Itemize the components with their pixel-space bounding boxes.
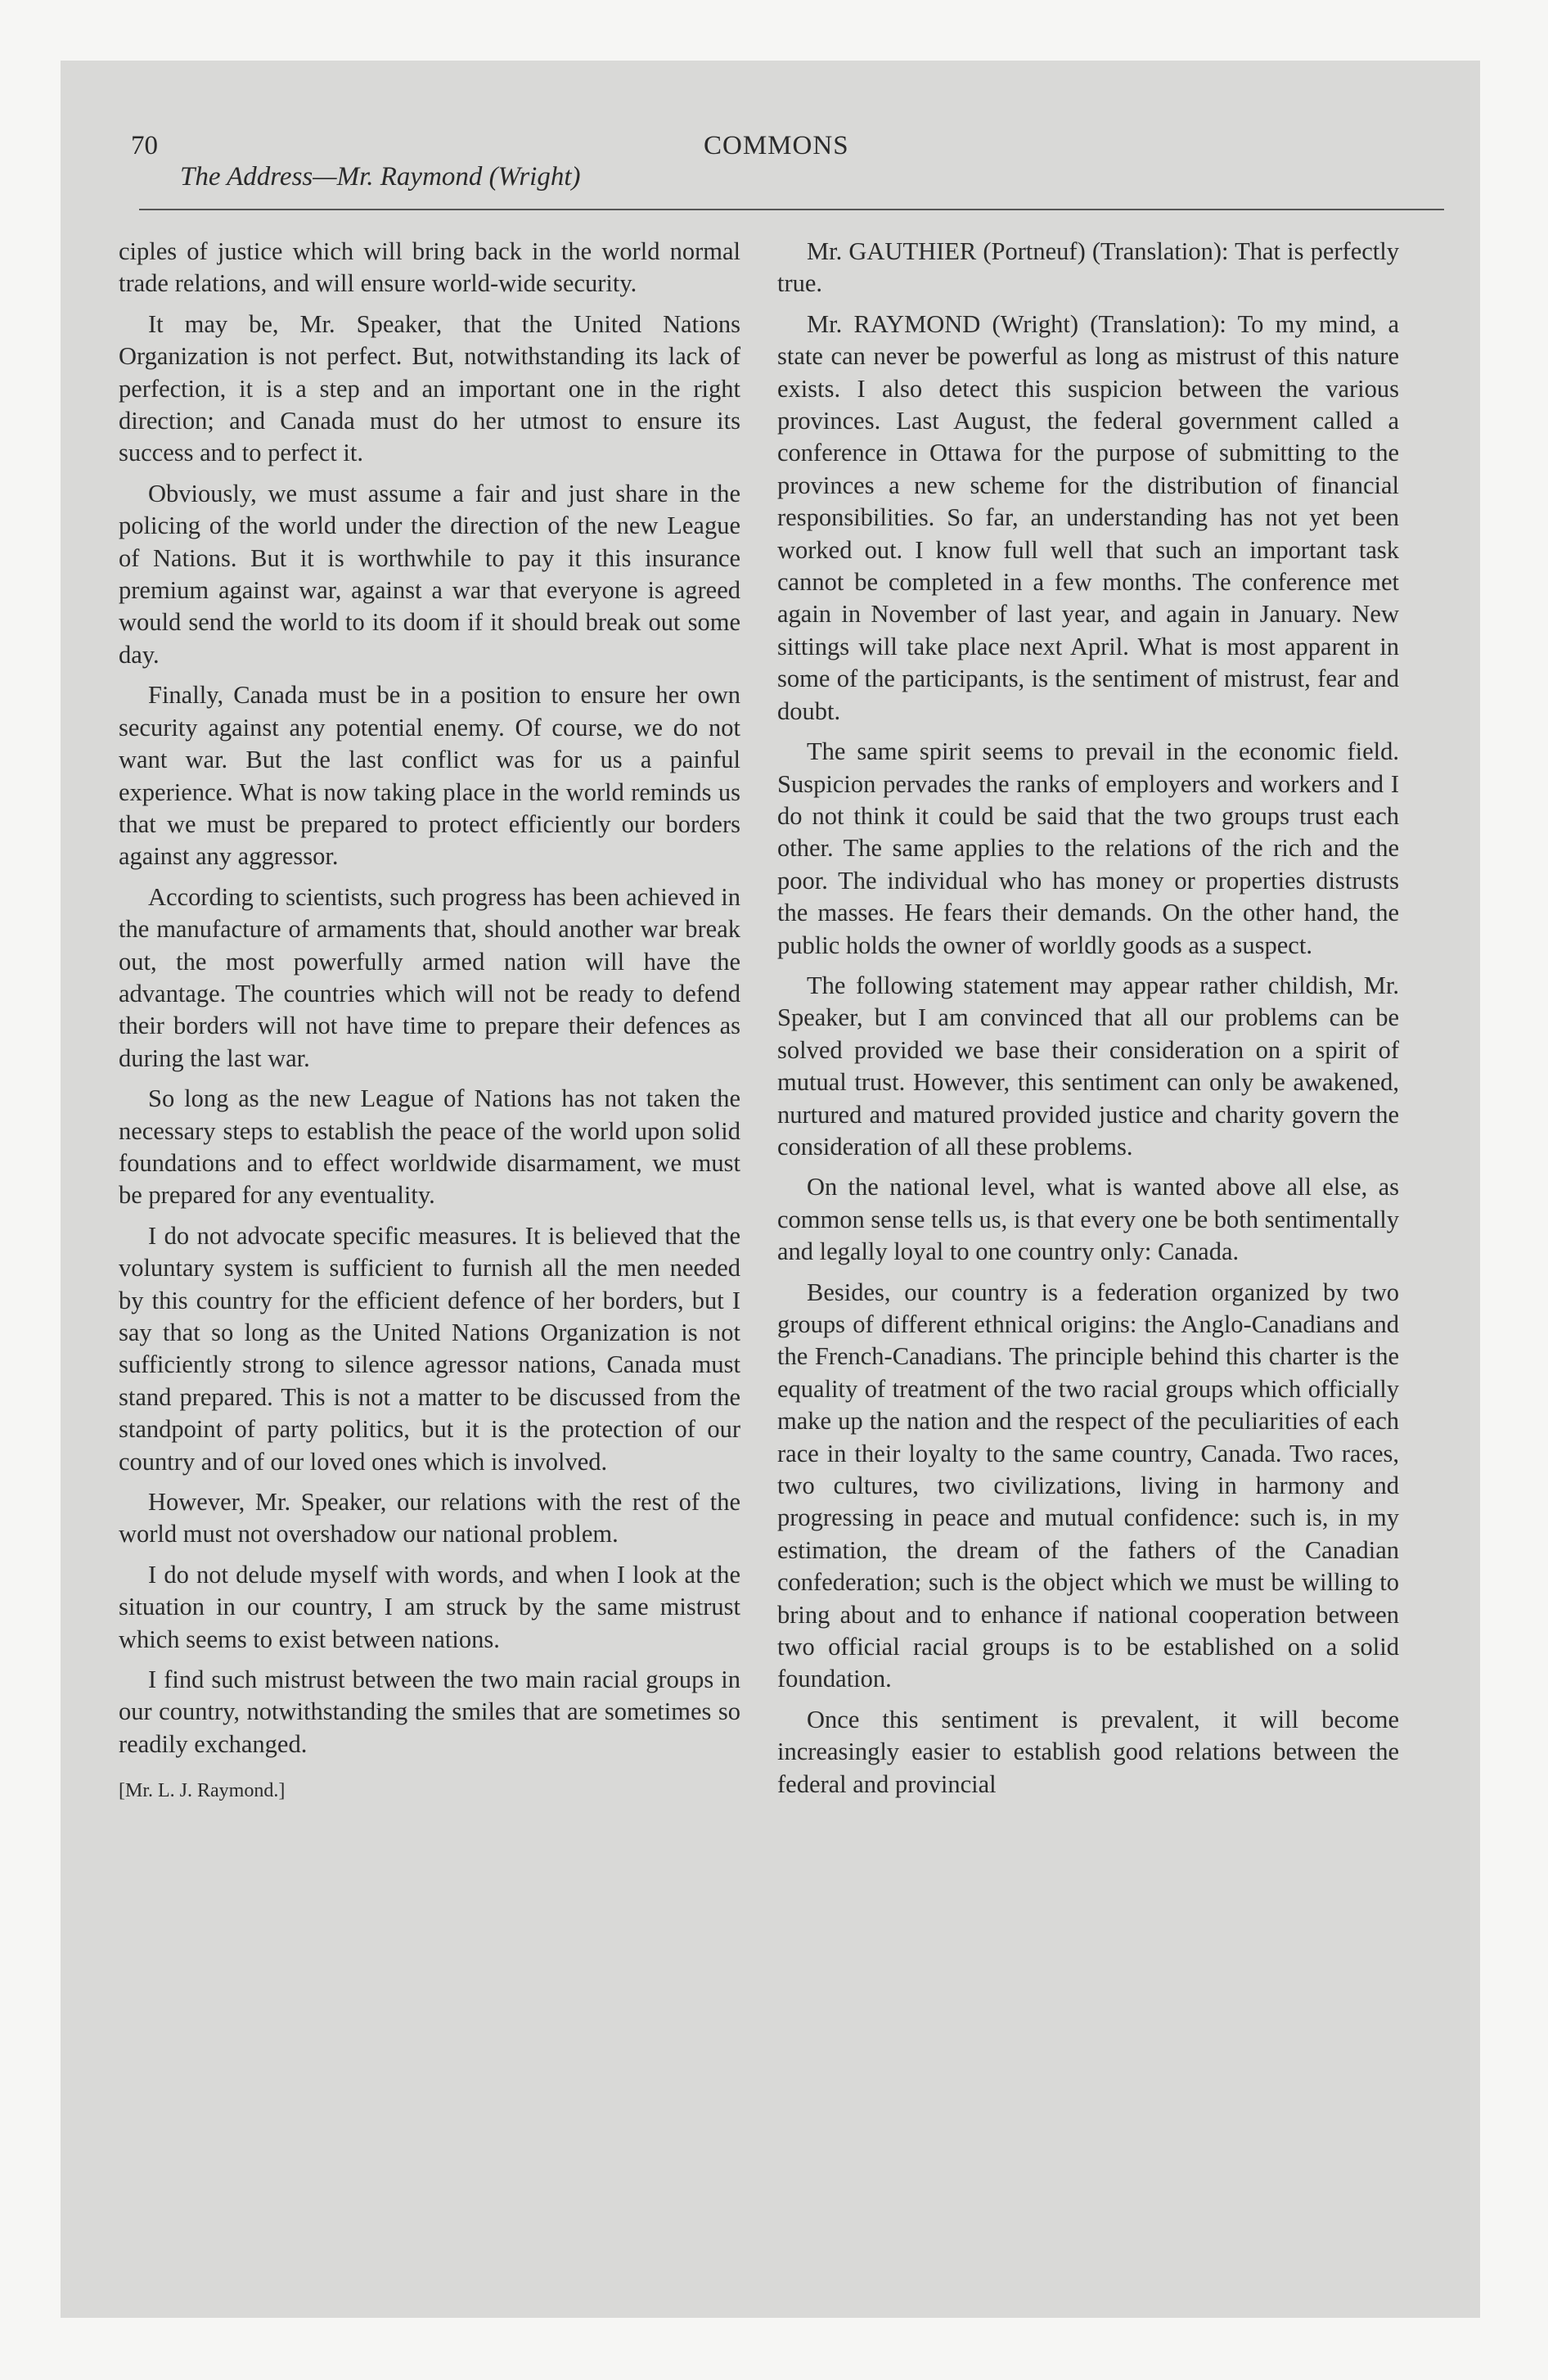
header-rule (139, 209, 1444, 210)
running-subtitle: The Address—Mr. Raymond (Wright) (180, 162, 581, 192)
paragraph: The following statement may appear rather childish, Mr. Speaker, but I am convinced that all our problems can be solved provided we base their consideration on a spirit of mutual trust. However, this sentiment can only be awakened, nurtured and matured provided justice and charity govern the consideration of all these problems. (777, 971, 1399, 1161)
paragraph: On the national level, what is wanted above all else, as common sense tells us, is that every one be both sentimentally and legally loyal to one country only: Canada. (777, 1173, 1399, 1266)
paragraph: Finally, Canada must be in a position to ensure her own security against any potential enemy. Of course, we do not want war. But the last conflict was for us a painful experience. What is now taking place in the world reminds us that we must be prepared to protect efficiently our borders against any aggressor. (119, 681, 740, 871)
page-number: 70 (131, 131, 158, 160)
paragraph: The same spirit seems to prevail in the economic field. Suspicion pervades the ranks of employers and workers and I do not think it could be said that the two groups trust each other. The same applies to the relations of the rich and the poor. The individual who has money or properties distrusts the masses. He fears their demands. On the other hand, the public holds the owner of worldly goods as a suspect. (777, 737, 1399, 959)
paragraph: Once this sentiment is prevalent, it will become increasingly easier to establish good relations between the federal and provincial (777, 1705, 1399, 1798)
paragraph: ciples of justice which will bring back in the world normal trade relations, and will ensure world-wide security. (119, 237, 740, 298)
paragraph: I find such mistrust between the two main racial groups in our country, notwithstanding the smiles that are sometimes so readily exchanged. (119, 1666, 740, 1758)
page-header (115, 131, 1473, 213)
right-column (777, 236, 1399, 1809)
paragraph: However, Mr. Speaker, our relations with the rest of the world must not overshadow our national problem. (119, 1488, 740, 1548)
paragraph: Mr. GAUTHIER (Portneuf) (Translation): That is perfectly true. (777, 237, 1399, 298)
paragraph: According to scientists, such progress has been achieved in the manufacture of armaments that, should another war break out, the most powerfully armed nation will have the advantage. The countries which will not be ready to defend their borders will not have time to prepare their defences as during the last war. (119, 882, 740, 1072)
paragraph: It may be, Mr. Speaker, that the United Nations Organization is not perfect. But, notwithstanding its lack of perfection, it is a step and an important one in the right direction; and Canada must do her utmost to ensure its success and to perfect it. (119, 309, 740, 467)
paragraph: I do not delude myself with words, and when I look at the situation in our country, I am struck by the same mistrust which seems to exist between nations. (119, 1560, 740, 1653)
paragraph: I do not advocate specific measures. It is believed that the voluntary system is sufficient to furnish all the men needed by this country for the efficient defence of her borders, but I say that so long as the United Nations Organization is not sufficiently strong to silence agressor nations, Canada must stand prepared. This is not a matter to be discussed from the standpoint of party politics, but it is the protection of our country and of our loved ones which is involved. (119, 1221, 740, 1476)
paragraph: Mr. RAYMOND (Wright) (Translation): To my mind, a state can never be powerful as long as mistrust of this nature exists. I also detect this suspicion between the various provinces. Last August, the federal government called a conference in Ottawa for the purpose of submitting to the provinces a new scheme for the distribution of financial responsibilities. So far, an understanding has not yet been worked out. I know full well that such an important task cannot be completed in a few months. The conference met again in November of last year, and again in January. New sittings will take place next April. What is most apparent in some of the participants, is the sentiment of mistrust, fear and doubt. (777, 309, 1399, 725)
paragraph: Obviously, we must assume a fair and just share in the policing of the world under the direction of the new League of Nations. But it is worthwhile to pay it this insurance premium against war, against a war that everyone is agreed would send the world to its doom if it should break out some day. (119, 479, 740, 669)
paragraph: Besides, our country is a federation organized by two groups of different ethnical origins: the Anglo-Canadians and the French-Canadians. The principle behind this charter is the equality of treatment of the two racial groups which officially make up the nation and the respect of the peculiarities of each race in their loyalty to the same country, Canada. Two races, two cultures, two civilizations, living in harmony and progressing in peace and mutual confidence: such is, in my estimation, the dream of the fathers of the Canadian confederation; such is the object which we must be willing to bring about and to enhance if national cooperation between two official racial groups is to be established on a solid foundation. (777, 1278, 1399, 1693)
speaker-attribution: [Mr. L. J. Raymond.] (119, 1780, 286, 1802)
left-column (119, 236, 740, 1816)
section-title: COMMONS (704, 131, 849, 160)
paragraph: So long as the new League of Nations has not taken the necessary steps to establish the peace of the world upon solid foundations and to effect worldwide disarmament, we must be prepared for any eventuality. (119, 1084, 740, 1210)
